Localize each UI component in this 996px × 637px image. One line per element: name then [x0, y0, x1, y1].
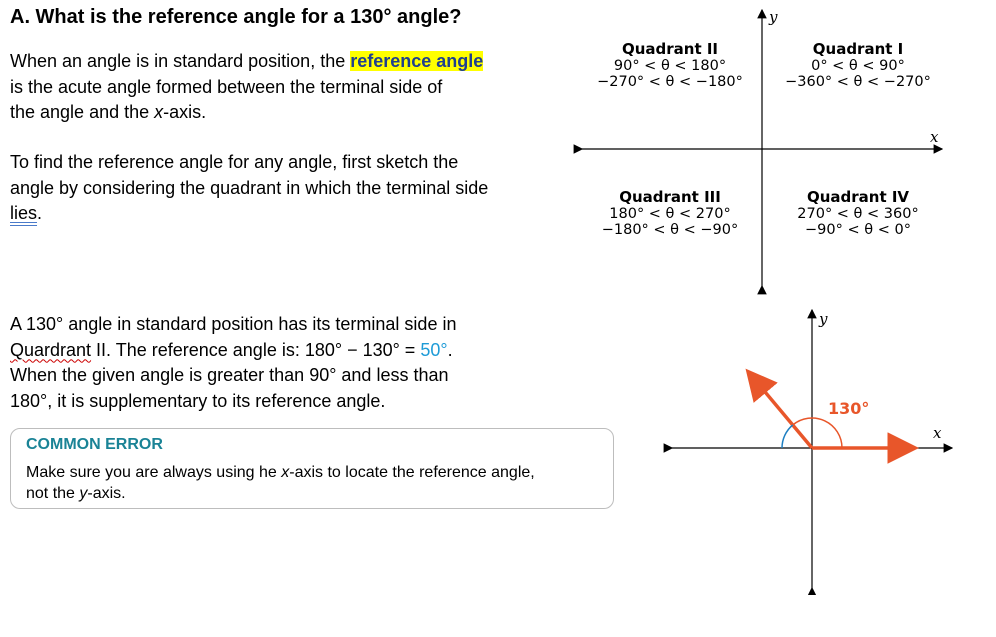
quadrant-range: −90° < θ < 0°	[805, 222, 911, 238]
intro-line-3	[10, 100, 483, 126]
reference-angle-arc	[782, 425, 793, 448]
answer-value: 50°	[420, 339, 448, 360]
y-axis-label: y	[819, 310, 828, 328]
example-line-2	[10, 338, 456, 364]
section-heading: A. What is the reference angle for a 130° angle?	[10, 6, 462, 28]
quadrant-ii-label	[590, 40, 750, 90]
quadrant-range: −180° < θ < −90°	[601, 222, 739, 238]
quadrant-range: 90° < θ < 180°	[613, 58, 727, 74]
x-variable: x	[281, 464, 290, 481]
quadrant-iv-label	[778, 188, 938, 238]
quadrant-range: −360° < θ < −270°	[785, 74, 931, 90]
quadrant-name: Quadrant I	[812, 40, 904, 58]
error-text: -axis to locate the reference angle,	[289, 464, 535, 481]
common-error-title: COMMON ERROR	[26, 436, 163, 453]
error-text: not the	[26, 485, 80, 502]
common-error-text	[26, 462, 606, 504]
intro-text: -axis.	[163, 102, 207, 122]
quadrant-name: Quadrant IV	[806, 188, 910, 206]
quadrant-range: 180° < θ < 270°	[609, 206, 731, 222]
x-axis-label: x	[930, 128, 939, 146]
error-text: Make sure you are always using he	[26, 464, 282, 481]
quadrant-i-label	[778, 40, 938, 90]
sketch-line-3	[10, 201, 488, 227]
example-paragraph	[10, 312, 456, 414]
angle-label: 130°	[828, 399, 870, 418]
quadrant-iii-label	[590, 188, 750, 238]
example-line-4: 180°, it is supplementary to its reference angle.	[10, 390, 386, 411]
example-text: .	[447, 339, 453, 360]
y-axis-label: y	[769, 8, 778, 26]
example-text: II. The reference angle is: 180° − 130° =	[91, 339, 421, 360]
sketch-line-1: To find the reference angle for any angle, first sketch the	[10, 152, 459, 172]
reference-angle-highlight: reference angle	[350, 51, 484, 71]
intro-text: When an angle is in standard position, the	[10, 51, 351, 71]
common-error-line-2	[26, 483, 606, 504]
y-variable: y	[79, 485, 88, 502]
angle-diagram	[660, 300, 996, 595]
common-error-line-1	[26, 462, 606, 483]
intro-line-2: is the acute angle formed between the terminal side of	[10, 76, 443, 97]
sketch-paragraph	[10, 150, 488, 227]
x-axis-label: x	[933, 424, 942, 442]
intro-line-1	[10, 49, 483, 75]
quadrant-range: 0° < θ < 90°	[811, 58, 905, 74]
intro-text: the angle and the	[10, 102, 155, 122]
terminal-side	[750, 374, 812, 448]
sketch-line-2: angle by considering the quadrant in which the terminal side	[10, 177, 489, 198]
error-text: -axis.	[87, 485, 126, 502]
lies-word: lies	[10, 203, 38, 223]
quardrant-word: Quardrant	[10, 339, 92, 360]
x-variable: x	[154, 102, 164, 122]
quadrant-range: 270° < θ < 360°	[797, 206, 919, 222]
quadrant-name: Quadrant II	[621, 40, 719, 58]
quadrant-name: Quadrant III	[619, 188, 721, 206]
period: .	[37, 203, 43, 223]
example-line-3: When the given angle is greater than 90° and less than	[10, 365, 449, 385]
intro-paragraph	[10, 49, 483, 126]
quadrant-range: −270° < θ < −180°	[597, 74, 743, 90]
example-line-1: A 130° angle in standard position has its terminal side in	[10, 314, 457, 334]
